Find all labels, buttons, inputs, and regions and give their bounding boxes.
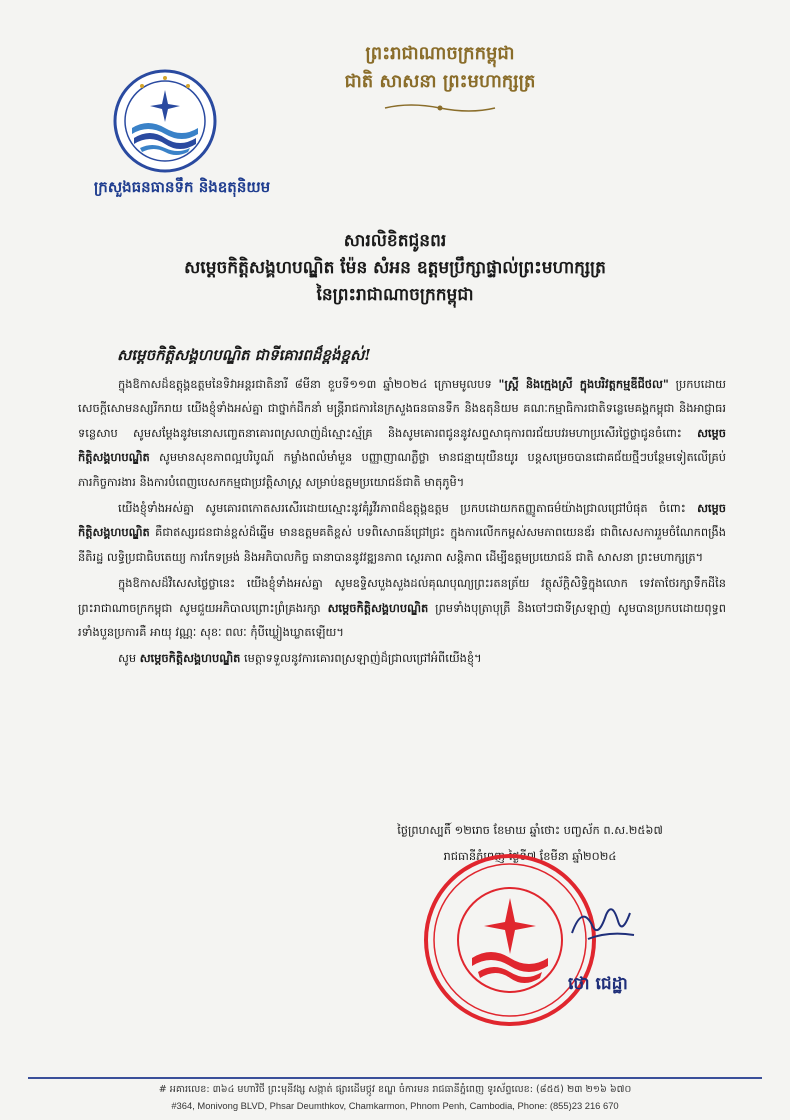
p3-text-a: ក្នុងឱកាសដ៏វិសេសថ្លៃថ្លានេះ យើងខ្ញុំទាំងអស់គ្នា សូមឧទ្ទិសបួងសួងដល់គុណបុណ្យព្រះរតនត្រ័យ វត្ថុស័ក្តិសិទ្ធិក្នុងលោក ទេវតាថែរក្សាទឹកដីនៃព្រះរាជាណាចក្រកម្ពុជា សូមជួយអភិបាលព្រោះព្រំគ្រងរក្សា [78,576,726,615]
title-line-1: សារលិខិតជូនពរ [343,231,447,251]
p4-text-c: មេត្តាទទួលនូវការគោរពស្រឡាញ់ដ៏ជ្រាលជ្រៅអំពីយើងខ្ញុំ។ [240,651,482,666]
p4-text-a: សូម [118,651,140,666]
p1-text-e: សូមមានសុខភាពល្អបរិបូណ៍ កម្លាំងពលំមាំមួន បញ្ញាញាណភ្លឺថ្លា មានជន្មាយុយឺនយូរ បន្តសម្រេចបានជោគជ័យថ្មីៗបន្ថែមទៀតលើគ្រប់ភារកិច្ចការងារ និងការបំពេញបេសកកម្មជាប្រវត្តិសាស្រ្ត សម្រាប់ឧត្តមប្រយោជន៍ជាតិ មាតុភូមិ។ [78,450,726,489]
p2-text-a: យើងខ្ញុំទាំងអស់គ្នា សូមគោរពកោតសរសើរដោយស្មោះនូវគុំរូវីរភាពដ៏ឧត្តុង្គឧត្តម ប្រកបដោយកតញ្ញូតាធម៌យ៉ាងជ្រាលជ្រៅបំផុត ចំពោះ [118,501,698,516]
lunar-date: ថ្ងៃព្រហស្បតិ៍ ១២រោច ខែមាឃ ឆ្នាំថោះ បញ្ចស័ក ព.ស.២៥៦៧ [397,823,663,837]
nation-religion-king: ជាតិ សាសនា ព្រះមហាក្សត្រ [344,71,536,92]
ministry-logo [112,68,218,174]
p1-text-c: ប្រកបដោយសេចក្តីសោមនស្សរីករាយ យើងខ្ញុំទាំងអស់គ្នា ជាថ្នាក់ដឹកនាំ មន្ត្រីរាជការនៃក្រសួងធនធានទឹក និងឧតុនិយម គណៈកម្មាធិការជាតិទន្លេមេគង្គកម្ពុជា និងអាជ្ញាធរទន្លេសាប សូមសម្តែងនូវមនោសញ្ចេតនាគោរពស្រលាញ់ដ៏ស្មោះស្ម័គ្រ និងសូមគោរពជូននូវសព្ទសាធុការពរជ័យបវរមហាប្រសើរថ្លៃថ្លាជូនចំពោះ [78,377,727,440]
p3-text-c: ព្រមទាំងបុត្រាបុត្រី និងចៅៗជាទីស្រឡាញ់ សូមបានប្រកបដោយពុទ្ធពរទាំងបួនប្រការគឺ អាយុ វណ្ណៈ សុខៈ ពលៈ កុំបីឃ្លៀងឃ្លាតឡើយ។ [78,600,727,640]
kingdom-motto [300,40,580,114]
ministry-name: ក្រសួងធនធានទឹក និងឧតុនិយម [93,178,271,196]
paragraph-4 [78,646,726,670]
title-line-2: សម្តេចកិត្តិសង្គហបណ្ឌិត ម៉ែន សំអន ឧត្តមប្រឹក្សាផ្ទាល់ព្រះមហាក្សត្រ [184,258,606,278]
p3-honorific: សម្តេចកិត្តិសង្គហបណ្ឌិត [327,600,429,615]
letter-title [100,228,690,309]
signer-name: ថោ ជេដ្ឋា [568,974,628,994]
p2-text-c: គឺជាឥស្សរជនជាន់ខ្ពស់ដ៏ឆ្នើម មានឧត្តមគតិខ្ពស់ បទពិសោធន៍ជ្រៅជ្រះ ក្នុងការលើកកម្ពស់សមភាពយេនឌ័រ ជាពិសេសការរួមចំណែកពង្រឹងនីតិរដ្ឋ លទ្ធិប្រជាធិបតេយ្យ ការកែទម្រង់ និងអភិបាលកិច្ច ធានាបាននូវវឌ្ឍនភាព ស្ថេរភាព សន្តិភាព ដើម្បីឧត្តមប្រយោជន៍ ជាតិ សាសនា ព្រះមហាក្សត្រ។ [78,525,726,564]
p1-theme: "ស្ត្រី និងក្មេងស្រី ក្នុងបរិវត្តកម្មឌីជីថល" [498,377,669,391]
solar-date: រាជធានីភ្នំពេញ ថ្ងៃទី៧ ខែមីនា ឆ្នាំ២០២៤ [443,849,617,863]
letter-body [78,372,726,673]
signature [568,895,638,951]
p1-text-a: ក្នុងឱកាសដ៏ឧត្តុង្គឧត្តមនៃទិវាអន្តរជាតិនារី ៨មីនា ខួបទី១១៣ ឆ្នាំ២០២៤ ក្រោមមូលបទ [118,377,499,391]
paragraph-3 [78,571,726,644]
kingdom-name: ព្រះរាជាណាចក្រកម្ពុជា [365,43,515,64]
p2-honorific: សម្តេចកិត្តិសង្គហបណ្ឌិត [78,501,726,540]
footer-address-kh: # អគារលេខ: ៣៦៤ មហាវិថី ព្រះមុនីវង្ស សង្កាត់ ផ្សារដើមថ្កូវ ខណ្ឌ ចំការមន រាជធានីភ្នំពេញ ទូរស័ព្ទលេខ: (៨៥៥) ២៣ ២១៦ ៦៧០ [158,1084,632,1095]
footer-address-en: #364, Monivong BLVD, Phsar Deumthkov, Chamkarmon, Phnom Penh, Cambodia, Phone: (855)23 216 670 [171,1100,619,1111]
title-line-3: នៃព្រះរាជាណាចក្រកម្ពុជា [316,285,474,305]
p1-honorific: សម្តេចកិត្តិសង្គហបណ្ឌិត [78,425,726,465]
paragraph-1 [78,372,726,494]
salutation: សម្តេចកិត្តិសង្គហបណ្ឌិត ជាទីគោរពដ៏ខ្ពង់ខ្ពស់! [117,346,371,364]
paragraph-2 [78,496,726,569]
p4-honorific: សម្តេចកិត្តិសង្គហបណ្ឌិត [139,651,241,666]
footer-divider [28,1077,762,1079]
ornament-divider [380,102,500,114]
